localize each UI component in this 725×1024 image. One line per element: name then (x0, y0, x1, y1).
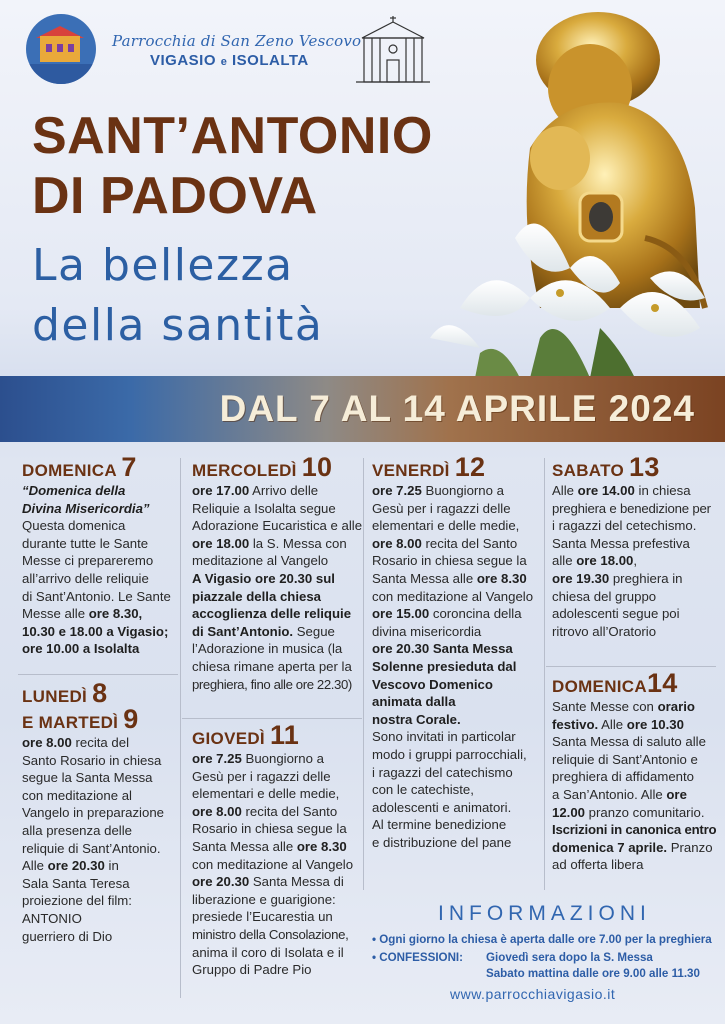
day-heading: SABATO 13 (552, 452, 660, 482)
row-divider (182, 718, 362, 719)
day-block-wednesday-10: MERCOLEDÌ 10 ore 17.00 Arrivo delle Reliquie a Isolalta segue Adorazione Eucaristica e alle ore 18.00 la S. Messa con meditazione al Vangelo A Vigasio ore 20.30 sul piazzale della chiesa accoglienza delle reliquie di Sant’Antonio. Segue l’Adorazione in musica (la chiesa rimane aperta per la preghiera, fino alle ore 22.30) (192, 452, 363, 692)
day-block-sunday-14: DOMENICA14 Sante Messe con orario festivo. Alle ore 10.30 Santa Messa di saluto alle reliquie di Sant’Antonio e preghiera di affidamento a San’Antonio. Alle ore 12.00 pranzo comunitario. Iscrizioni in canonica entro domenica 7 aprile. Pranzo ad offerta libera (552, 672, 722, 874)
info-line-hours: • Ogni giorno la chiesa è aperta dalle ore 7.00 per la preghiera (372, 933, 712, 946)
title-line-2: DI PADOVA (32, 167, 318, 225)
parish-logo (26, 14, 96, 84)
info-line-confessions-saturday: Sabato mattina dalle ore 9.00 alle 11.30 (486, 967, 700, 980)
day-block-sunday-7: DOMENICA 7 “Domenica della Divina Misericordia” Questa domenica durante tutte le Sante Messe ci prepareremo all’arrivo delle reliquie di Sant’Antonio. Le Sante Messe alle ore 8.30, 10.30 e 18.00 a Vigasio; ore 10.00 a Isolalta (22, 456, 178, 658)
day-block-friday-12: VENERDÌ 12 ore 7.25 Buongiorno a Gesù per i ragazzi delle elementari e delle medie, ore 8.00 recita del Santo Rosario in chiesa segue la Santa Messa alle ore 8.30 con meditazione al Vangelo ore 15.00 coroncina della divina misericordia ore 20.30 Santa Messa Solenne presieduta dal Vescovo Domenico animata dalla nostra Corale. Sono invitati in particolar modo i gruppi parrocchiali, i ragazzi del catechismo con le catechiste, adolescenti e animatori. Al termine benedizione e distribuzione del pane (372, 456, 542, 851)
subtitle-line-1: La bellezza (32, 240, 294, 291)
day-block-thursday-11: GIOVEDÌ 11 ore 7.25 Buongiorno a Gesù per i ragazzi delle elementari e delle medie, ore 8.00 recita del Santo Rosario in chiesa segue la Santa Messa alle ore 8.30 con meditazione al Vangelo ore 20.30 Santa Messa di liberazione e guarigione: presiede l’Eucarestia un ministro della Consolazione, anima il coro di Isolata e il Gruppo di Padre Pio (192, 724, 362, 979)
info-title: INFORMAZIONI (438, 902, 651, 925)
date-band (0, 376, 725, 442)
title-line-1: SANT’ANTONIO (32, 107, 433, 165)
day-heading: VENERDÌ 12 (372, 452, 486, 482)
date-range: DAL 7 AL 14 APRILE 2024 (219, 388, 695, 429)
info-line-confessions-label: • CONFESSIONI: (372, 951, 464, 964)
column-divider (363, 458, 364, 890)
day-heading: DOMENICA 7 (22, 452, 137, 482)
subtitle-line-2: della santità (32, 300, 324, 351)
day-heading: DOMENICA14 (552, 668, 678, 698)
day-heading: MERCOLEDÌ 10 (192, 452, 333, 482)
website-link[interactable]: www.parrocchiavigasio.it (450, 986, 616, 1002)
parish-town: VIGASIO e ISOLALTA (150, 52, 309, 69)
row-divider (546, 666, 716, 667)
day-heading: E MARTEDÌ 9 (22, 704, 139, 734)
day-heading: LUNEDÌ 8 (22, 678, 108, 708)
column-divider (180, 458, 181, 998)
info-line-confessions-thursday: Giovedì sera dopo la S. Messa (486, 951, 653, 964)
saint-anthony-statue-image (420, 8, 725, 382)
day-block-saturday-13: SABATO 13 Alle ore 14.00 in chiesa preghiera e benedizione per i ragazzi del cetechismo. Santa Messa prefestiva alle ore 18.00, ore 19.30 preghiera in chiesa del gruppo adolescenti segue poi ritrovo all’Oratorio (552, 456, 722, 640)
parish-name: Parrocchia di San Zeno Vescovo (112, 32, 362, 50)
day-heading: GIOVEDÌ 11 (192, 720, 300, 750)
column-divider (544, 458, 545, 890)
row-divider (18, 674, 178, 675)
day-block-monday-tuesday: LUNEDÌ 8 E MARTEDÌ 9 ore 8.00 recita del Santo Rosario in chiesa segue la Santa Messa con meditazione al Vangelo in preparazione alla presenza delle reliquie di Sant’Antonio. Alle ore 20.30 in Sala Santa Teresa proiezione del film: ANTONIO guerriero di Dio (22, 682, 178, 945)
